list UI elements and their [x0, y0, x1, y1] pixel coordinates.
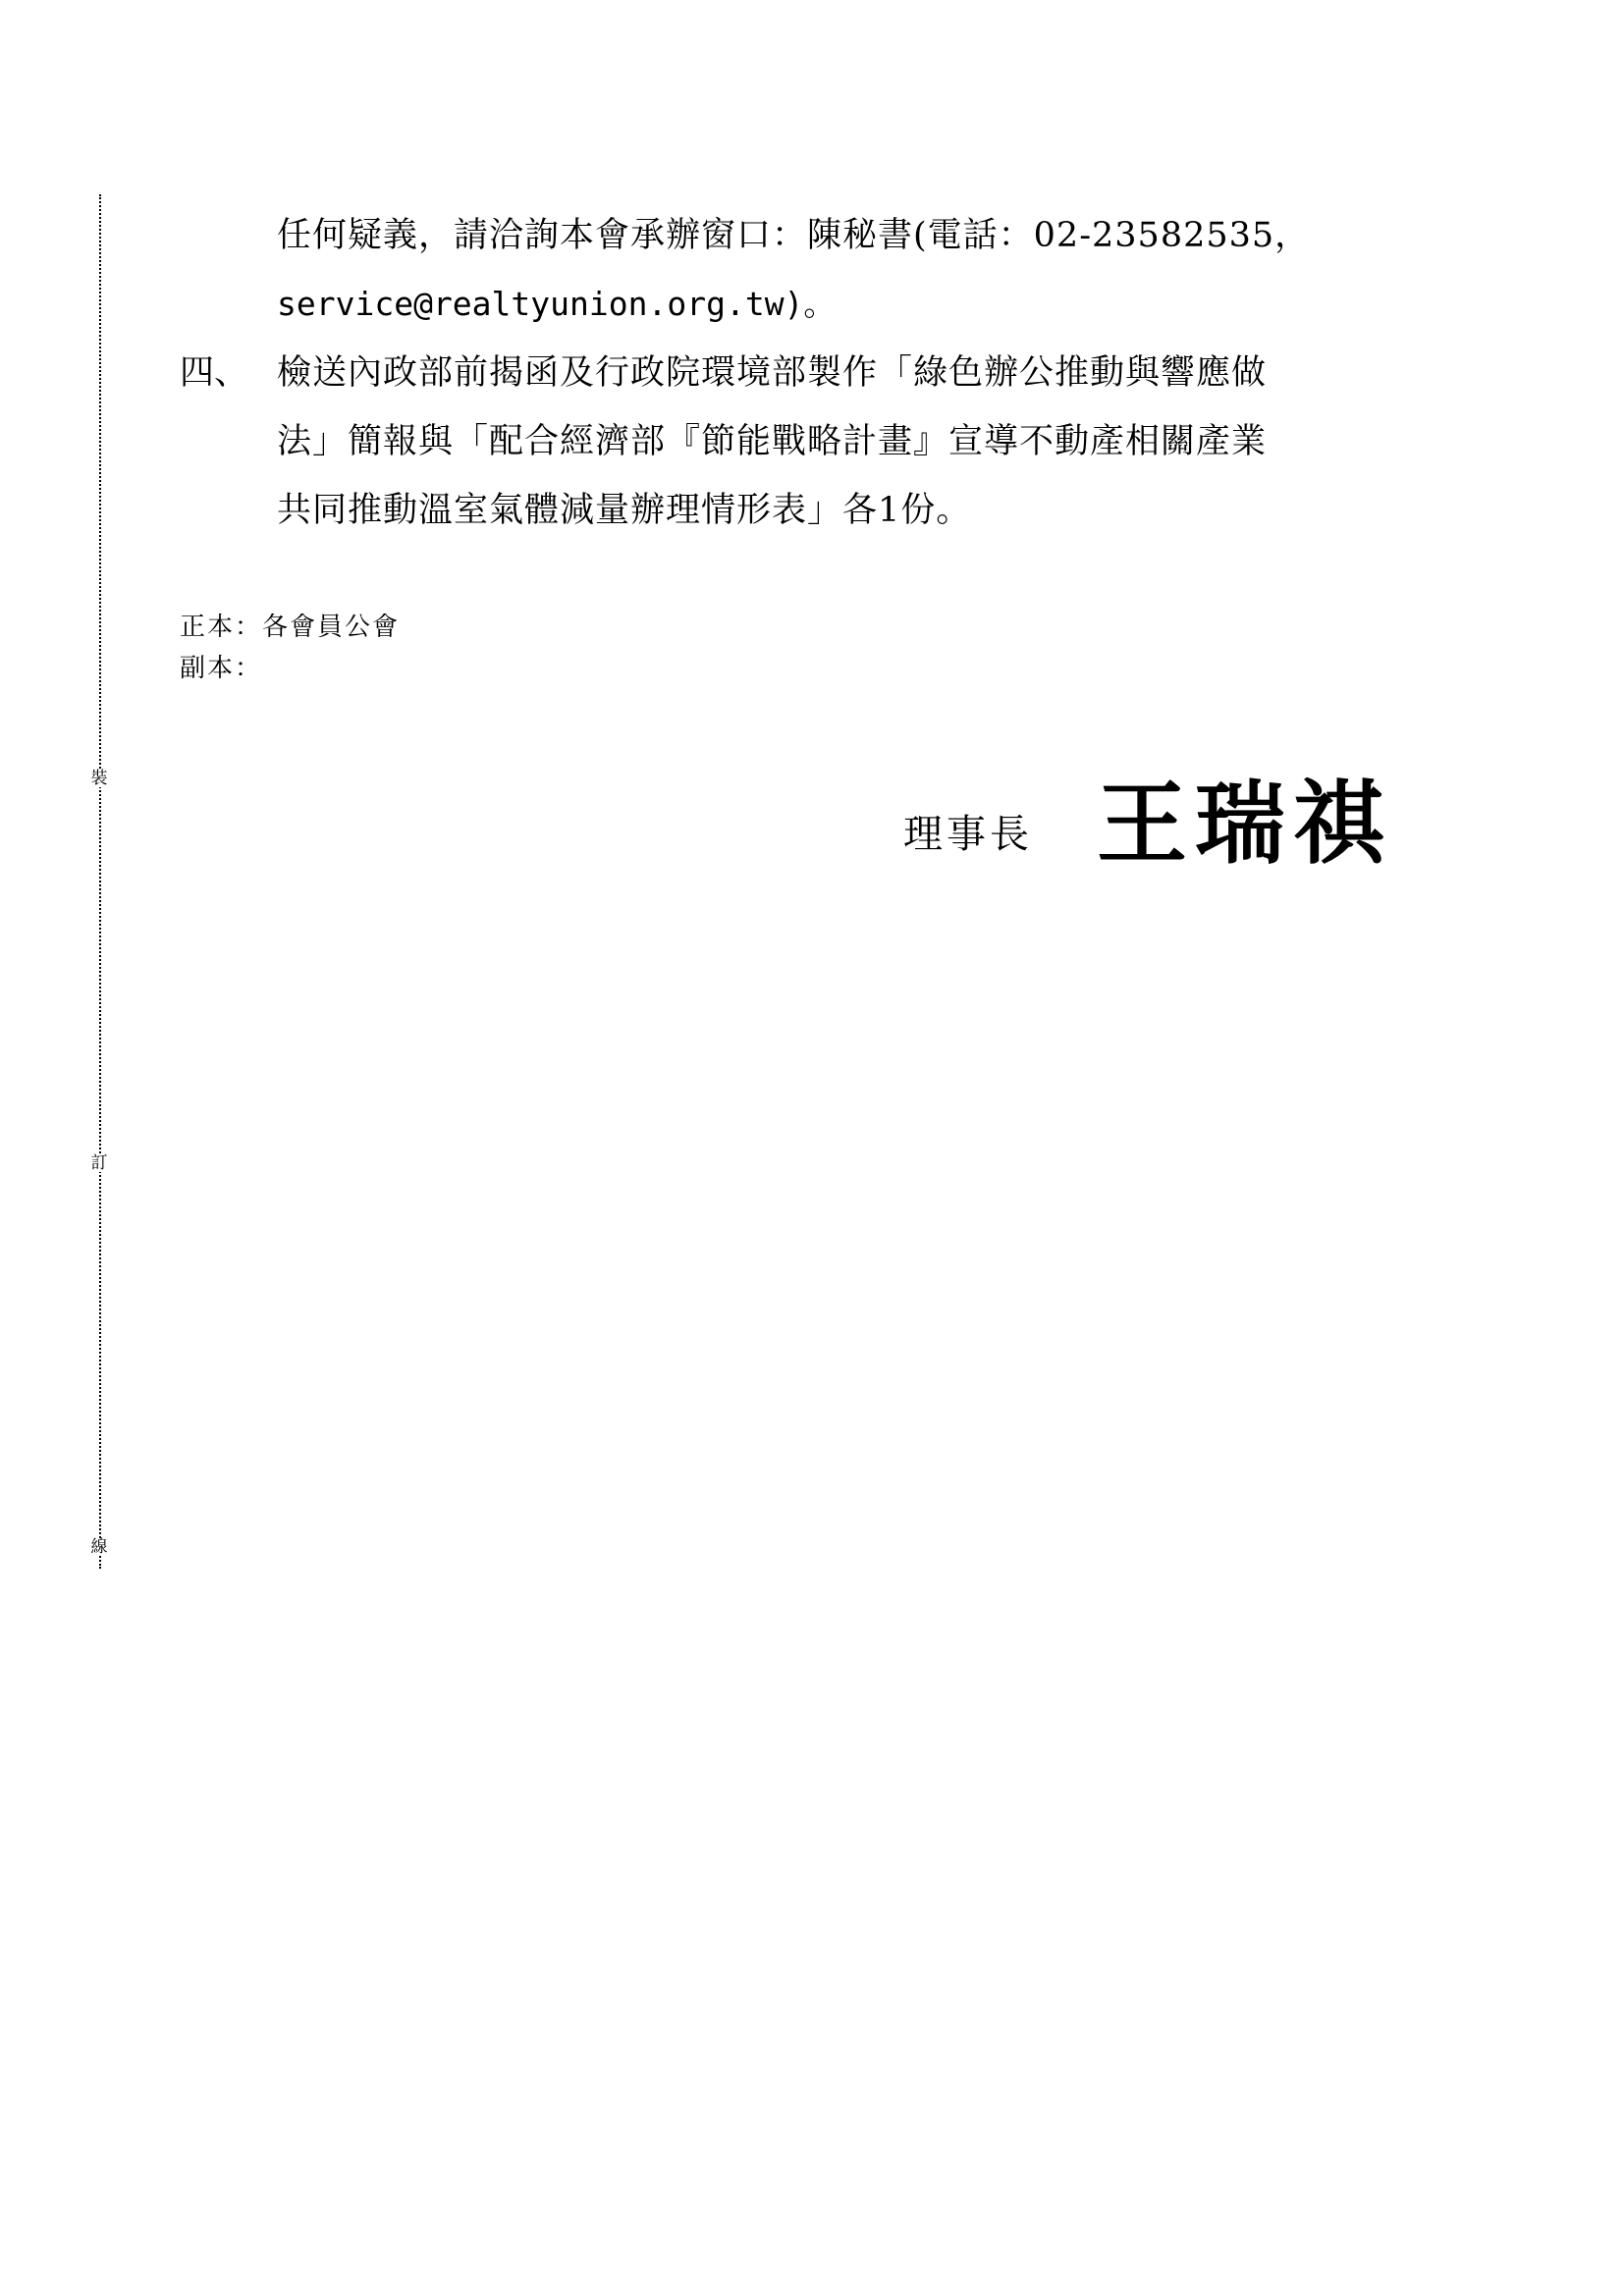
paragraph-continuation-line-1: 任何疑義，請洽詢本會承辦窗口：陳秘書(電話：02-23582535，: [277, 216, 1311, 255]
binding-dotted-line: [99, 194, 101, 1569]
item-four-line-2: 法」簡報與「配合經濟部『節能戰略計畫』宣導不動產相關產業: [277, 422, 1268, 461]
item-four-line-1: 檢送內政部前揭函及行政院環境部製作「綠色辦公推動與響應做: [277, 353, 1268, 393]
signer-title: 理事長: [903, 812, 1033, 857]
binding-label-ding: 訂: [86, 1155, 112, 1172]
original-recipients: 正本：各會員公會: [180, 613, 401, 642]
signer-name-seal: 王瑞祺: [1097, 772, 1392, 877]
item-four-marker: 四、: [180, 353, 249, 393]
copy-recipients: 副本：: [180, 654, 263, 683]
item-four-line-3: 共同推動溫室氣體減量辦理情形表」各1份。: [277, 491, 972, 530]
binding-label-zhuang: 裝: [86, 771, 112, 787]
paragraph-continuation-line-2: service@realtyunion.org.tw)。: [277, 285, 837, 323]
binding-label-xian: 線: [86, 1539, 112, 1556]
